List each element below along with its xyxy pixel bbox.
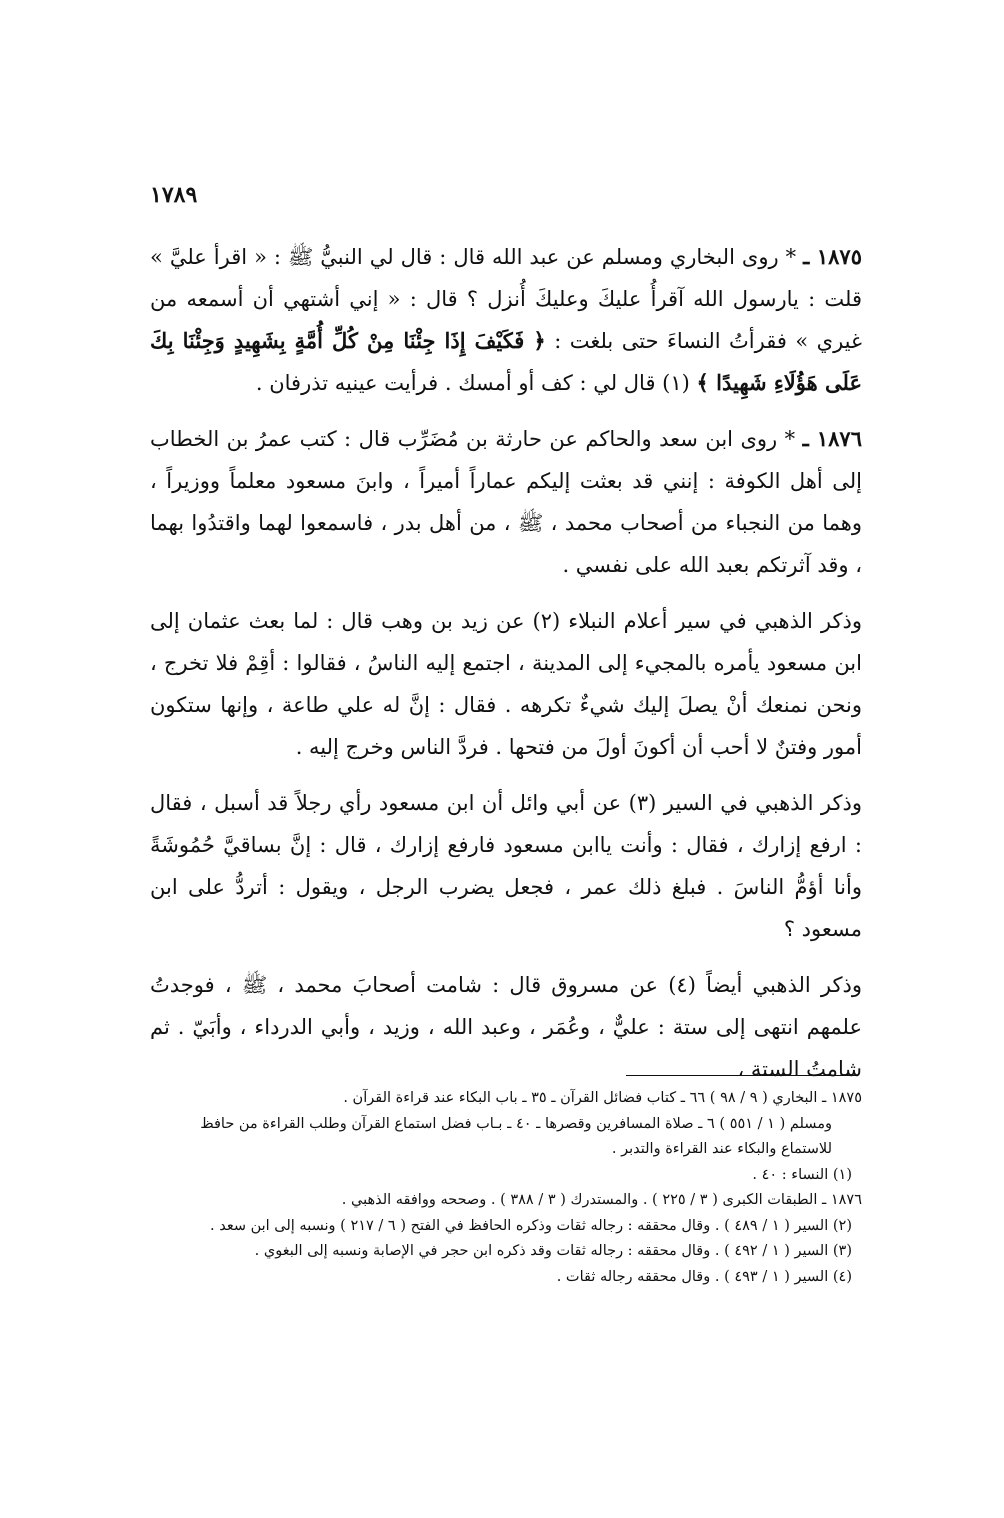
paragraph-dhahabi-2 (150, 782, 862, 950)
footnote-1: (١) النساء : ٤٠ . (752, 1166, 852, 1183)
paragraph-text: وذكر الذهبي في سير أعلام النبلاء (٢) عن زيد بن وهب قال : لما بعث عثمان إلى ابن مسعود يأمره بالمجيء إلى المدينة ، اجتمع إليه الناسُ ، فقالوا : أقِمْ فلا تخرج ، ونحن نمنعك أنْ يصلَ إليك شيءٌ تكرهه . فقال : إنَّ له علي طاعة ، وإنها ستكون أمور وفتنٌ لا أحب أن أكونَ أولَ من فتحها . فردَّ الناس وخرج إليه . (150, 609, 862, 759)
footnote-1876: ١٨٧٦ ـ الطبقات الكبرى ( ٣ / ٢٢٥ ) . والمستدرك ( ٣ / ٣٨٨ ) . وصححه ووافقه الذهبي . (341, 1192, 862, 1208)
footnote-3: (٣) السير ( ١ / ٤٩٢ ) . وقال محققه : رجاله ثقات وقد ذكره ابن حجر في الإصابة ونسبه إلى البغوي . (254, 1243, 852, 1259)
footnotes (150, 1086, 862, 1290)
footnote-separator (626, 1075, 856, 1076)
paragraph-text: وذكر الذهبي في السير (٣) عن أبي وائل أن ابن مسعود رأي رجلاً قد أسبل ، فقال : ارفع إزارك ، فقال : وأنت ياابن مسعود فارفع إزارك ، قال : إنَّ بساقيَّ حُمُوشَةً وأنا أؤمُّ الناسَ . فبلغ ذلك عمر ، فجعل يضرب الرجل ، ويقول : أتردُّ على ابن مسعود ؟ (150, 791, 862, 941)
paragraph-text-after: (١) قال لي : كف أو أمسك . فرأيت عينيه تذرفان . (255, 371, 690, 395)
paragraph-dhahabi-3 (150, 964, 862, 1090)
page-number: ١٧٨٩ (150, 182, 198, 208)
entry-number: ١٨٧٥ ـ (803, 244, 862, 269)
paragraph-text: * روى ابن سعد والحاكم عن حارثة بن مُضَرِّب قال : كتب عمرُ بن الخطاب إلى أهل الكوفة : إنني قد بعثت إليكم عماراً أميراً ، وابنَ مسعود معلماً ووزيراً ، وهما من النجباء من أصحاب محمد ، ﷺ ، من أهل بدر ، فاسمعوا لهما واقتدُوا بهما ، وقد آثرتكم بعبد الله على نفسي . (150, 427, 862, 577)
paragraph-1876 (150, 418, 862, 586)
paragraph-text: * روى البخاري ومسلم عن عبد الله قال : قال لي النبيُّ ﷺ : « اقرأ عليَّ » قلت : يارسول الله آقرأُ عليكَ وعليكَ أُنزل ؟ قال : « إني أشتهي أن أسمعه من غيري » فقرأتُ النساءَ حتى بلغت : (150, 245, 862, 353)
footnote-1875-continued: ومسلم ( ١ / ٥٥١ ) ٦ ـ صلاة المسافرين وقصرها ـ ٤٠ ـ بـاب فضل استماع القرآن وطلب القراءة من حافظ للاستماع والبكاء عند القراءة والتدبر . (200, 1115, 832, 1157)
paragraph-dhahabi-1 (150, 600, 862, 768)
paragraph-1875 (150, 236, 862, 404)
footnote-4: (٤) السير ( ١ / ٤٩٣ ) . وقال محققه رجاله ثقات . (556, 1268, 852, 1285)
quran-verse: ﴿ فَكَيْفَ إِذَا جِئْنَا مِنْ كُلِّ أُمَّةٍ بِشَهِيدٍ وَجِئْنَا بِكَ عَلَى هَؤُلَاءِ شَهِيدًا ﴾ (150, 328, 862, 395)
footnote-2: (٢) السير ( ١ / ٤٨٩ ) . وقال محققه : رجاله ثقات وذكره الحافظ في الفتح ( ٦ / ٢١٧ ) ونسبه إلى ابن سعد . (210, 1217, 852, 1234)
main-text (150, 236, 862, 1104)
footnote-1875: ١٨٧٥ ـ البخاري ( ٩ / ٩٨ ) ٦٦ ـ كتاب فضائل القرآن ـ ٣٥ ـ باب البكاء عند قراءة القرآن . (343, 1090, 862, 1106)
paragraph-text: وذكر الذهبي أيضاً (٤) عن مسروق قال : شامت أصحابَ محمد ، ﷺ ، فوجدتُ علمهم انتهى إلى ستة : عليٌّ ، وعُمَر ، وعبد الله ، وزيد ، وأبي الدرداء ، وأبَيّ . ثم شامتُ الستة ، (150, 973, 862, 1081)
entry-number: ١٨٧٦ ـ (802, 426, 862, 451)
